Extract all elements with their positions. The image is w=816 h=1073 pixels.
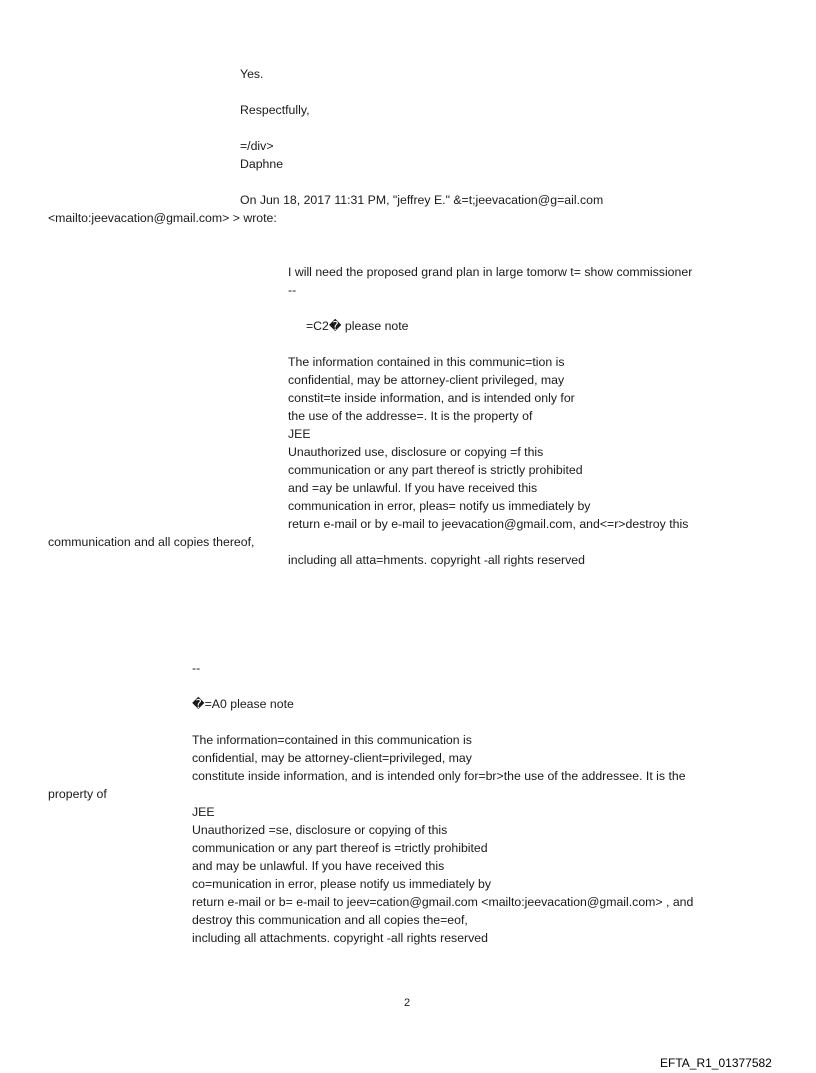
reply-signature: Daphne [240,157,284,171]
inner-note-heading: =C2� please note [306,319,409,333]
quote-header-line-1: On Jun 18, 2017 11:31 PM, "jeffrey E." &=t;jeevacation@g=ail.com [240,193,604,207]
outer-disclaimer-line: return e-mail or b= e-mail to jeev=cation@gmail.com <mailto:jeevacation@gmail.com> , and [192,895,694,909]
outer-disclaimer-line: including all attachments. copyright -all rights reserved [192,931,488,945]
outer-disclaimer-line: Unauthorized =se, disclosure or copying of this [192,823,448,837]
inner-disclaimer-line: The information contained in this communic=tion is [288,355,565,369]
outer-disclaimer-line: The information=contained in this communication is [192,733,472,747]
outer-footer-separator: -- [192,661,201,675]
inner-message-separator: -- [288,283,297,297]
reply-closing: Respectfully, [240,103,310,117]
outer-disclaimer-line: co=munication in error, please notify us immediately by [192,877,492,891]
outer-disclaimer-line: destroy this communication and all copies the=eof, [192,913,468,927]
inner-disclaimer-line: JEE [288,427,311,441]
inner-disclaimer-line: communication or any part thereof is strictly prohibited [288,463,583,477]
outer-disclaimer-line: constitute inside information, and is intended only for=br>the use of the addressee. It is the [192,769,686,783]
reply-div-artifact: =/div> [240,139,274,153]
outer-disclaimer-line: and may be unlawful. If you have received this [192,859,445,873]
inner-message-body: I will need the proposed grand plan in large tomorw t= show commissioner [288,265,693,279]
outer-disclaimer-line: communication or any part thereof is =trictly prohibited [192,841,488,855]
inner-disclaimer-line: constit=te inside information, and is intended only for [288,391,575,405]
inner-disclaimer-line: and =ay be unlawful. If you have received this [288,481,538,495]
inner-disclaimer-line: the use of the addresse=. It is the property of [288,409,533,423]
inner-disclaimer-line: return e-mail or by e-mail to jeevacation@gmail.com, and<=r>destroy this [288,517,689,531]
inner-disclaimer-line: communication in error, pleas= notify us immediately by [288,499,591,513]
inner-disclaimer-line: including all atta=hments. copyright -all rights reserved [288,553,585,567]
outer-disclaimer-line: JEE [192,805,215,819]
page-number: 2 [404,997,411,1009]
inner-disclaimer-line: confidential, may be attorney-client privileged, may [288,373,565,387]
reply-answer: Yes. [240,67,264,81]
inner-disclaimer-line: Unauthorized use, disclosure or copying =f this [288,445,544,459]
document-id: EFTA_R1_01377582 [660,1056,772,1070]
outer-disclaimer-line: confidential, may be attorney-client=privileged, may [192,751,472,765]
outer-note-heading: �=A0 please note [192,697,294,711]
inner-disclaimer-line: communication and all copies thereof, [48,535,255,549]
outer-disclaimer-line: property of [48,787,107,801]
quote-header-line-2: <mailto:jeevacation@gmail.com> > wrote: [48,211,277,225]
